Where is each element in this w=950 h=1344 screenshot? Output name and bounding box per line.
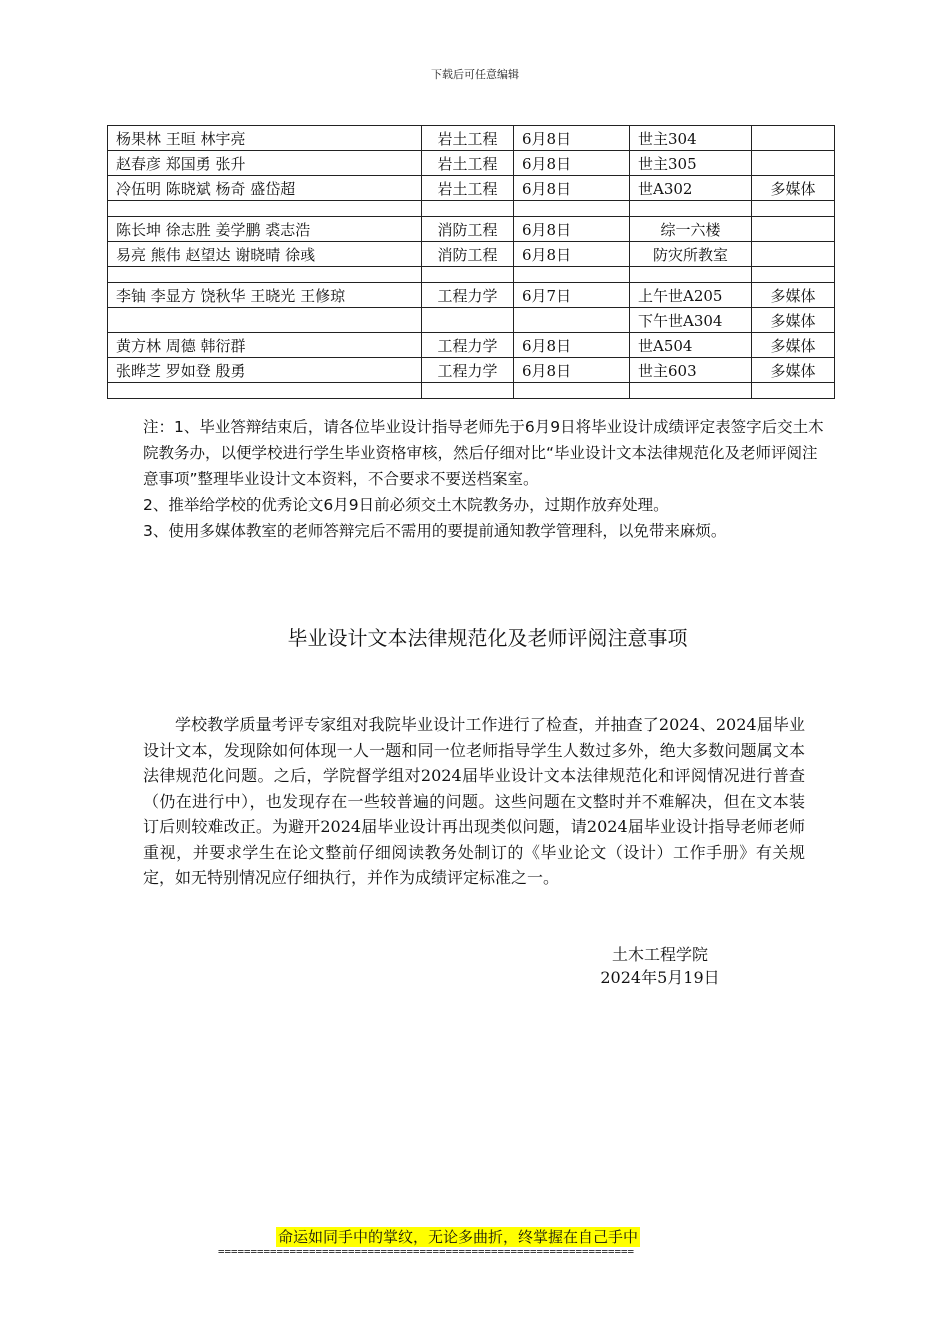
table-row: [108, 126, 835, 151]
room-cell: 下午世A304: [630, 308, 752, 333]
date-cell: 6月8日: [514, 217, 630, 242]
table-row: [108, 283, 835, 308]
date-cell: [514, 383, 630, 399]
members-cell: 杨果林 王晅 林宇亮: [108, 126, 422, 151]
major-cell: 工程力学: [422, 358, 514, 383]
date-cell: 6月8日: [514, 358, 630, 383]
major-cell: 岩土工程: [422, 176, 514, 201]
major-cell: 岩土工程: [422, 151, 514, 176]
room-cell: 世A302: [630, 176, 752, 201]
table-row: [108, 176, 835, 201]
body-paragraph: 学校教学质量考评专家组对我院毕业设计工作进行了检查，并抽查了2024、2024届毕业设计文本，发现除如何体现一人一题和同一位老师指导学生人数过多外，绝大多数问题属文本法律规范化问题。之后，学院督学组对2024届毕业设计文本法律规范化和评阅情况进行普查（仍在进行中），也发现存在一些较普遍的问题。这些问题在文整时并不难解决，但在文本装订后则较难改正。为避开2024届毕业设计再出现类似问题，请2024届毕业设计指导老师老师重视，并要求学生在论文整前仔细阅读教务处制订的《毕业论文（设计）工作手册》有关规定，如无特别情况应仔细执行，并作为成绩评定标准之一。: [143, 715, 805, 887]
footer-rule: ================================================================: [218, 1245, 635, 1258]
major-cell: 工程力学: [422, 333, 514, 358]
note-cell: [752, 383, 835, 399]
table-row: [108, 242, 835, 267]
date-cell: 6月8日: [514, 176, 630, 201]
major-cell: 消防工程: [422, 217, 514, 242]
note-cell: 多媒体: [752, 358, 835, 383]
date-cell: 6月7日: [514, 283, 630, 308]
members-cell: [108, 201, 422, 217]
date-cell: [514, 267, 630, 283]
note-cell: 多媒体: [752, 176, 835, 201]
note-cell: 多媒体: [752, 308, 835, 333]
note-cell: 多媒体: [752, 333, 835, 358]
major-cell: [422, 308, 514, 333]
signature-date: 2024年5月19日: [600, 968, 720, 987]
members-cell: [108, 383, 422, 399]
room-cell: 世主603: [630, 358, 752, 383]
members-cell: 陈长坤 徐志胜 姜学鹏 裘志浩: [108, 217, 422, 242]
room-cell: [630, 267, 752, 283]
major-cell: [422, 201, 514, 217]
date-cell: [514, 201, 630, 217]
note-cell: [752, 151, 835, 176]
date-cell: 6月8日: [514, 333, 630, 358]
note-1: 注：1、毕业答辩结束后，请各位毕业设计指导老师先于6月9日将毕业设计成绩评定表签字后交土木院教务办，以便学校进行学生毕业资格审核，然后仔细对比“毕业设计文本法律规范化及老师评阅注意事项”整理毕业设计文本资料，不合要求不要送档案室。: [143, 418, 824, 488]
members-cell: 李铀 李显方 饶秋华 王晓光 王修琼: [108, 283, 422, 308]
notes-section: [143, 414, 833, 544]
page-header: 下载后可任意编辑: [431, 68, 519, 81]
defense-schedule-table: [107, 125, 835, 399]
room-cell: 防灾所教室: [630, 242, 752, 267]
date-cell: 6月8日: [514, 151, 630, 176]
room-cell: 世A504: [630, 333, 752, 358]
members-cell: 冷伍明 陈晓斌 杨奇 盛岱超: [108, 176, 422, 201]
note-cell: 多媒体: [752, 283, 835, 308]
members-cell: 赵春彦 郑国勇 张升: [108, 151, 422, 176]
table-row: [108, 151, 835, 176]
note-cell: [752, 267, 835, 283]
note-cell: [752, 242, 835, 267]
date-cell: [514, 308, 630, 333]
table-row: [108, 201, 835, 217]
signature-org: 土木工程学院: [611, 945, 708, 964]
room-cell: [630, 383, 752, 399]
table-row: [108, 383, 835, 399]
members-cell: [108, 308, 422, 333]
major-cell: [422, 267, 514, 283]
footer-motto: 命运如同手中的掌纹，无论多曲折，终掌握在自己手中: [278, 1228, 639, 1246]
table-row: [108, 333, 835, 358]
members-cell: 黄方林 周德 韩衍群: [108, 333, 422, 358]
room-cell: 世主305: [630, 151, 752, 176]
date-cell: 6月8日: [514, 126, 630, 151]
body-section: [143, 712, 805, 891]
room-cell: [630, 201, 752, 217]
document-title: 毕业设计文本法律规范化及老师评阅注意事项: [287, 626, 688, 650]
note-2: 2、推举给学校的优秀论文6月9日前必须交土木院教务办，过期作放弃处理。: [143, 496, 669, 514]
major-cell: 消防工程: [422, 242, 514, 267]
major-cell: 工程力学: [422, 283, 514, 308]
table-row: [108, 267, 835, 283]
table-row: [108, 358, 835, 383]
table-row: [108, 217, 835, 242]
room-cell: 综一六楼: [630, 217, 752, 242]
major-cell: 岩土工程: [422, 126, 514, 151]
major-cell: [422, 383, 514, 399]
note-cell: [752, 217, 835, 242]
room-cell: 上午世A205: [630, 283, 752, 308]
members-cell: 张晔芝 罗如登 殷勇: [108, 358, 422, 383]
note-cell: [752, 126, 835, 151]
members-cell: 易亮 熊伟 赵望达 谢晓晴 徐彧: [108, 242, 422, 267]
date-cell: 6月8日: [514, 242, 630, 267]
table-row: [108, 308, 835, 333]
room-cell: 世主304: [630, 126, 752, 151]
members-cell: [108, 267, 422, 283]
note-cell: [752, 201, 835, 217]
note-3: 3、使用多媒体教室的老师答辩完后不需用的要提前通知教学管理科，以免带来麻烦。: [143, 522, 727, 540]
